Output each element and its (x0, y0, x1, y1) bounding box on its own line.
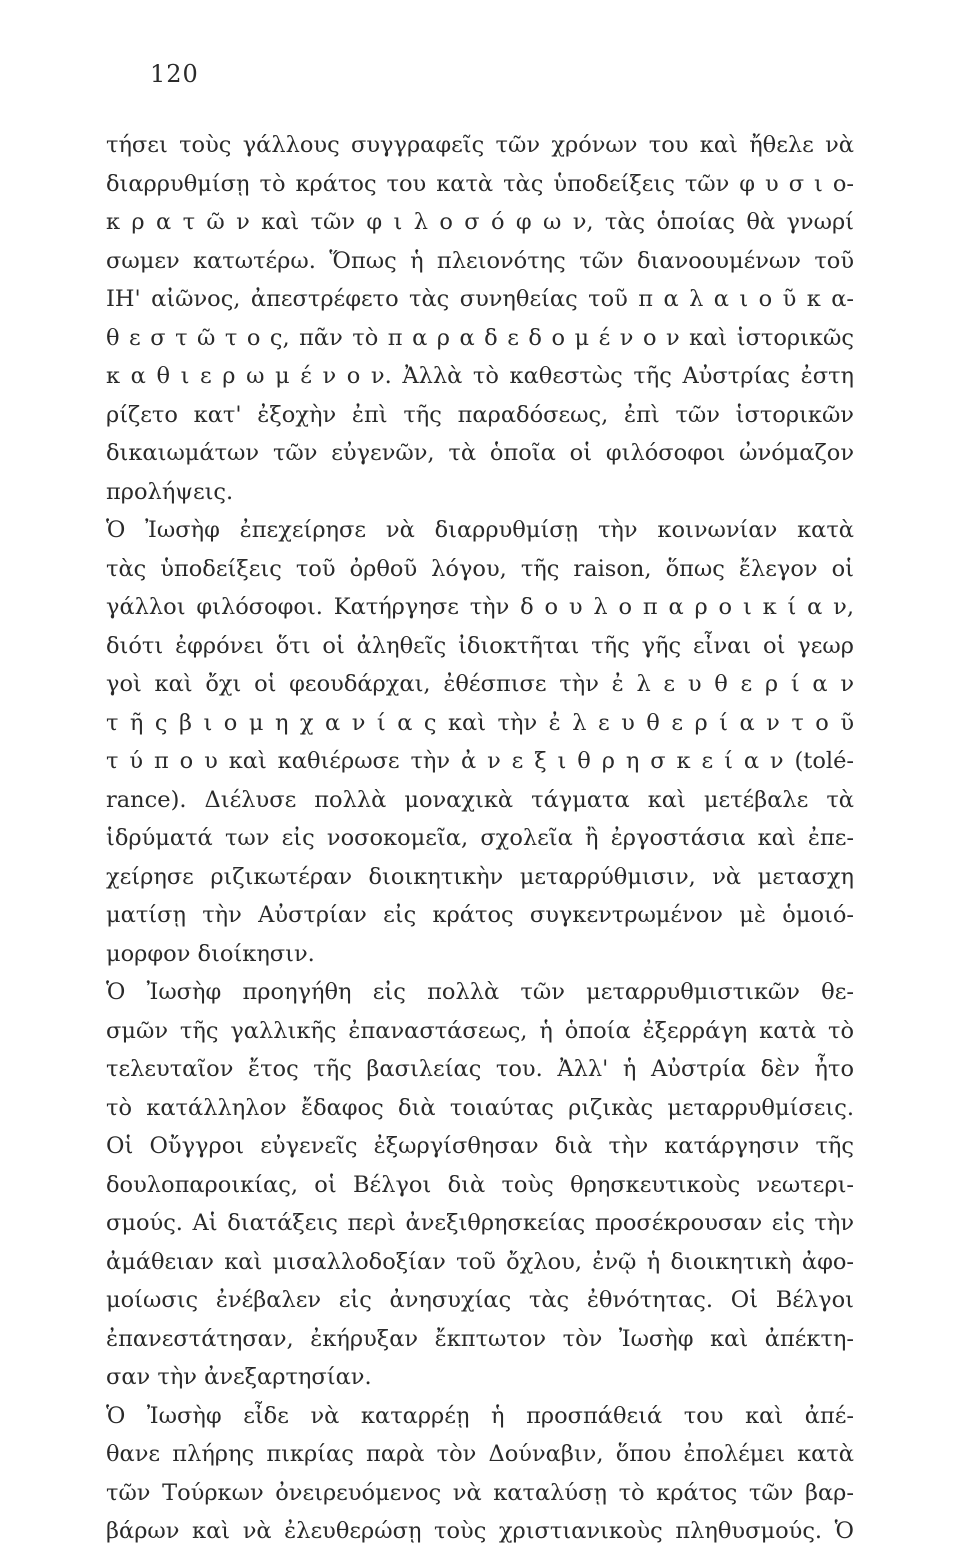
text-line: τ ῆ ς β ι ο μ η χ α ν ί α ς καὶ τὴν ἐ λ ε υ θ ε ρ ί α ν τ ο ῦ (106, 709, 854, 736)
text-line: τῶν Τούρκων ὀνειρευόμενος νὰ καταλύσῃ τὸ κράτος τῶν βαρ- (106, 1479, 854, 1506)
text-line: μοίωσις ἐνέβαλεν εἰς ἀνησυχίας τὰς ἐθνότητας. Οἱ Βέλγοι (106, 1287, 854, 1313)
body-text (106, 126, 854, 1551)
text-line: γοὶ καὶ ὄχι οἱ φεουδάρχαι, ἐθέσπισε τὴν ἐ λ ε υ θ ε ρ ί α ν (106, 671, 854, 697)
text-line: τὰς ὑποδείξεις τοῦ ὀρθοῦ λόγου, τῆς raison, ὅπως ἔλεγον οἱ (106, 555, 854, 582)
text-line: Οἱ Οὔγγροι εὐγενεῖς ἐξωργίσθησαν διὰ τὴν κατάργησιν τῆς (106, 1133, 854, 1159)
text-line: Ὁ Ἰωσὴφ ἐπεχείρησε νὰ διαρρυθμίσῃ τὴν κοινωνίαν κατὰ (106, 517, 854, 543)
text-line: διαρρυθμίσῃ τὸ κράτος του κατὰ τὰς ὑποδείξεις τῶν φ υ σ ι ο- (106, 170, 854, 197)
text-line: Ὁ Ἰωσὴφ προηγήθη εἰς πολλὰ τῶν μεταρρυθμιστικῶν θε- (106, 979, 854, 1005)
text-line: τήσει τοὺς γάλλους συγγραφεῖς τῶν χρόνων του καὶ ἤθελε νὰ (106, 132, 854, 158)
text-line: θ ε σ τ ῶ τ ο ς, πᾶν τὸ π α ρ α δ ε δ ο μ έ ν ο ν καὶ ἱστορικῶς (106, 324, 854, 351)
text-line: προλήψεις. (106, 478, 234, 505)
text-line: γάλλοι φιλόσοφοι. Κατήργησε τὴν δ ο υ λ ο π α ρ ο ι κ ί α ν, (106, 594, 854, 620)
text-line: ἱδρύματά των εἰς νοσοκομεῖα, σχολεῖα ἢ ἐργοστάσια καὶ ἐπε- (106, 825, 854, 851)
text-line: ἀμάθειαν καὶ μισαλλοδοξίαν τοῦ ὄχλου, ἐνῷ ἡ διοικητικὴ ἀφο- (106, 1248, 854, 1275)
text-line: σμούς. Αἱ διατάξεις περὶ ἀνεξιθρησκείας προσέκρουσαν εἰς τὴν (106, 1210, 854, 1236)
text-line: τὸ κατάλληλον ἔδαφος διὰ τοιαύτας ριζικὰς μεταρρυθμίσεις. (106, 1094, 854, 1121)
text-line: ρίζετο κατ' ἐξοχὴν ἐπὶ τῆς παραδόσεως, ἐπὶ τῶν ἱστορικῶν (106, 401, 854, 428)
page-number: 120 (150, 60, 199, 88)
text-line: δουλοπαροικίας, οἱ Βέλγοι διὰ τοὺς θρησκευτικοὺς νεωτερι- (106, 1171, 854, 1198)
text-line: τελευταῖον ἔτος τῆς βασιλείας του. Ἀλλ' ἡ Αὐστρία δὲν ἦτο (106, 1056, 854, 1082)
text-line: κ ρ α τ ῶ ν καὶ τῶν φ ι λ ο σ ό φ ω ν, τὰς ὁποίας θὰ γνωρί (106, 209, 854, 235)
text-line: τ ύ π ο υ καὶ καθιέρωσε τὴν ἀ ν ε ξ ι θ ρ η σ κ ε ί α ν (tolé- (106, 748, 854, 774)
text-line: μορφον διοίκησιν. (106, 940, 315, 967)
text-line: rance). Διέλυσε πολλὰ μοναχικὰ τάγματα καὶ μετέβαλε τὰ (106, 786, 854, 813)
text-line: σαν τὴν ἀνεξαρτησίαν. (106, 1364, 372, 1390)
text-line: σμῶν τῆς γαλλικῆς ἐπαναστάσεως, ἡ ὁποία ἐξερράγη κατὰ τὸ (106, 1017, 854, 1044)
text-line: ΙΗ' αἰῶνος, ἀπεστρέφετο τὰς συνηθείας τοῦ π α λ α ι ο ῦ κ α- (106, 286, 854, 312)
text-line: ματίσῃ τὴν Αὐστρίαν εἰς κράτος συγκεντρωμένον μὲ ὁμοιό- (106, 902, 854, 928)
text-line: κ α θ ι ε ρ ω μ έ ν ο ν. Ἀλλὰ τὸ καθεστὼς τῆς Αὐστρίας ἐστη (106, 363, 854, 389)
text-line: Ὁ Ἰωσὴφ εἶδε νὰ καταρρέῃ ἡ προσπάθειά του καὶ ἀπέ- (106, 1402, 854, 1429)
text-line: χείρησε ριζικωτέραν διοικητικὴν μεταρρύθμισιν, νὰ μετασχη (106, 863, 854, 890)
text-line: θανε πλήρης πικρίας παρὰ τὸν Δούναβιν, ὅπου ἐπολέμει κατὰ (106, 1441, 854, 1467)
text-line: βάρων καὶ νὰ ἐλευθερώσῃ τοὺς χριστιανικοὺς πληθυσμούς. Ὁ (106, 1518, 854, 1544)
text-line: δικαιωμάτων τῶν εὐγενῶν, τὰ ὁποῖα οἱ φιλόσοφοι ὠνόμαζον (106, 440, 854, 466)
text-line: διότι ἐφρόνει ὅτι οἱ ἀληθεῖς ἰδιοκτῆται τῆς γῆς εἶναι οἱ γεωρ (106, 632, 854, 659)
text-line: σωμεν κατωτέρω. Ὅπως ἡ πλειονότης τῶν διανοουμένων τοῦ (106, 247, 854, 274)
text-line: ἐπανεστάτησαν, ἐκήρυξαν ἔκπτωτον τὸν Ἰωσὴφ καὶ ἀπέκτη- (106, 1325, 854, 1352)
